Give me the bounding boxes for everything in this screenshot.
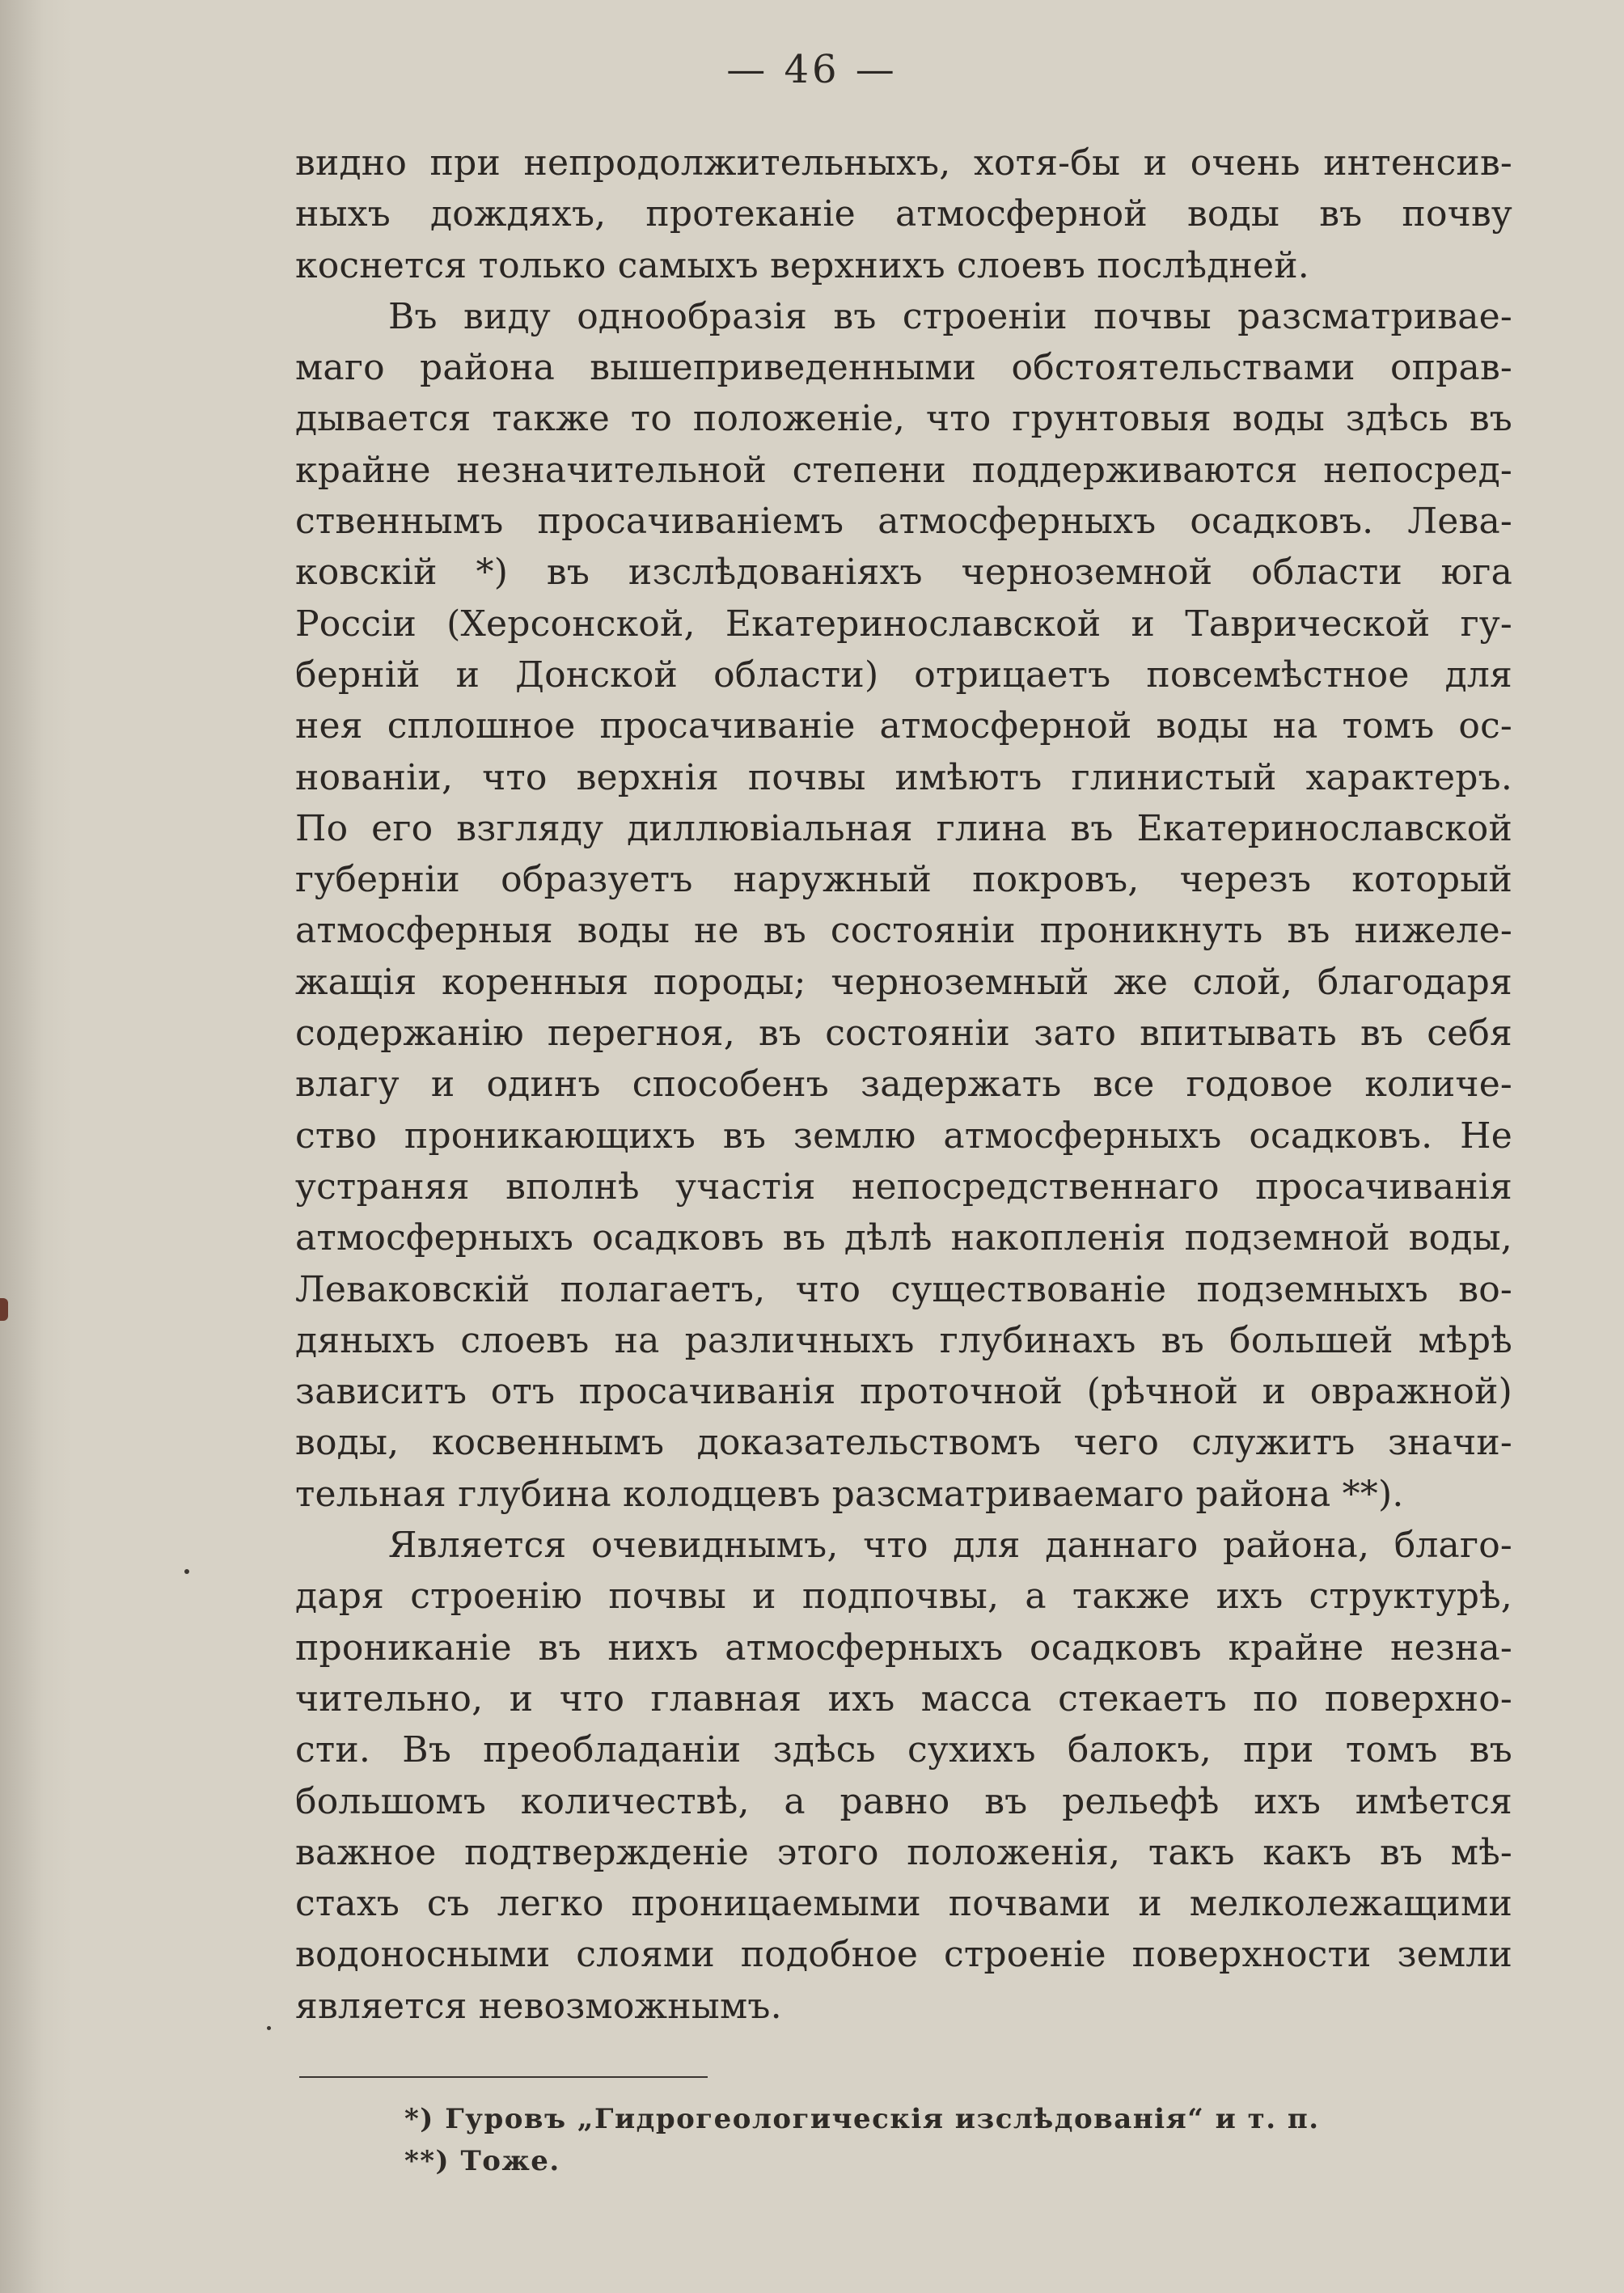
text-line: ковскій *) въ изслѣдованіяхъ черноземной области юга [295,552,1512,594]
text-line: Является очевиднымъ, что для даннаго района, благо- [388,1525,1512,1567]
text-line: По его взгляду диллювіальная глина въ Екатеринославской [295,807,1512,849]
text-line: водоносными слоями подобное строеніе поверхности земли [295,1934,1512,1976]
text-line: содержанію перегноя, въ состояніи зато впитывать въ себя [295,1013,1512,1055]
text-line: нованіи, что верхнія почвы имѣютъ глинистый характеръ. [295,756,1512,798]
text-line: ственнымъ просачиваніемъ атмосферныхъ осадковъ. Лева- [295,501,1512,543]
paper-speck [184,1569,189,1574]
text-line: воды, косвеннымъ доказательствомъ чего служитъ значи- [295,1422,1512,1464]
text-line: влагу и одинъ способенъ задержать все годовое количе- [295,1064,1512,1106]
text-line: коснется только самыхъ верхнихъ слоевъ послѣдней. [295,244,1309,286]
text-line: устраняя вполнѣ участія непосредственнаго просачиванія [295,1166,1512,1208]
text-line: берній и Донской области) отрицаетъ повсемѣстное для [295,654,1512,696]
footnote-divider [299,2076,708,2078]
text-line: ныхъ дождяхъ, протеканіе атмосферной воды въ почву [295,193,1512,235]
body-text [295,137,1512,2032]
text-line: Россіи (Херсонской, Екатеринославской и Таврической гу- [295,603,1512,645]
text-line: важное подтвержденіе этого положенія, такъ какъ въ мѣ- [295,1831,1512,1873]
text-line: даря строенію почвы и подпочвы, а также ихъ структурѣ, [295,1576,1512,1618]
footnotes [404,2099,1456,2183]
text-line: маго района вышеприведенными обстоятельствами оправ- [295,347,1512,389]
text-line: дывается также то положеніе, что грунтовыя воды здѣсь въ [295,398,1512,440]
text-line: атмосферныя воды не въ состояніи проникнуть въ нижеле- [295,910,1512,952]
paper-speck [267,2026,271,2030]
paragraph-3 [295,1520,1512,2032]
text-line: жащія коренныя породы; черноземный же слой, благодаря [295,961,1512,1003]
text-line: атмосферныхъ осадковъ въ дѣлѣ накопленія подземной воды, [295,1217,1512,1259]
paragraph-2 [295,291,1512,1520]
text-line: дяныхъ слоевъ на различныхъ глубинахъ въ большей мѣрѣ [295,1319,1512,1361]
text-line: губерніи образуетъ наружный покровъ, черезъ который [295,859,1512,901]
text-line: крайне незначительной степени поддерживаются непосред- [295,449,1512,491]
page-edge-mark [0,1298,8,1321]
footnote-1: *) Гуровъ „Гидрогеологическія изслѣдованія“ и т. п. [404,2103,1320,2135]
text-line: ство проникающихъ въ землю атмосферныхъ осадковъ. Не [295,1115,1512,1157]
page-number: — 46 — [726,47,898,92]
text-line: стахъ съ легко проницаемыми почвами и мелколежащими [295,1883,1512,1925]
text-line: Леваковскій полагаетъ, что существованіе подземныхъ во- [295,1268,1512,1310]
paragraph-1 [295,137,1512,291]
text-line: зависитъ отъ просачиванія проточной (рѣчной и овражной) [295,1371,1512,1413]
text-line: нея сплошное просачиваніе атмосферной воды на томъ ос- [295,705,1512,747]
text-line: тельная глубина колодцевъ разсматриваемаго района **). [295,1473,1404,1515]
text-line: является невозможнымъ. [295,1985,782,2027]
page-left-shadow [0,0,73,2293]
text-line: Въ виду однообразія въ строеніи почвы разсматривае- [388,295,1512,337]
footnote-2: **) Тоже. [404,2145,560,2177]
text-line: сти. Въ преобладаніи здѣсь сухихъ балокъ, при томъ въ [295,1729,1512,1771]
text-line: большомъ количествѣ, а равно въ рельефѣ ихъ имѣется [295,1780,1512,1822]
text-line: прониканіе въ нихъ атмосферныхъ осадковъ крайне незна- [295,1627,1512,1669]
text-line: видно при непродолжительныхъ, хотя-бы и очень интенсив- [295,142,1512,184]
text-line: чительно, и что главная ихъ масса стекаетъ по поверхно- [295,1677,1512,1720]
